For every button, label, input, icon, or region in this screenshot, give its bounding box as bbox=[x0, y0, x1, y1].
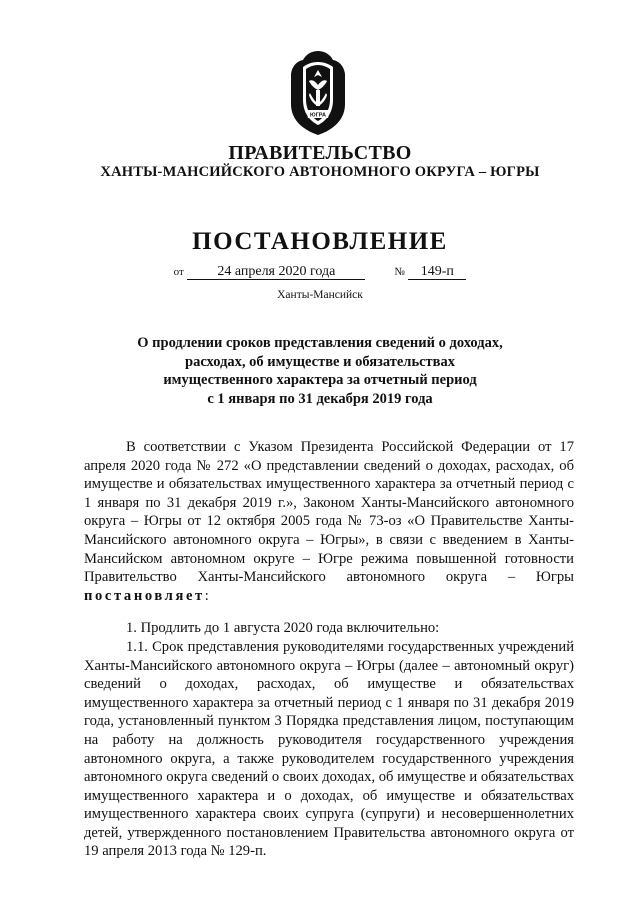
document-type: ПОСТАНОВЛЕНИЕ bbox=[192, 228, 448, 255]
resolves-keyword: постановляет bbox=[84, 587, 205, 604]
number-label: № bbox=[394, 266, 405, 278]
from-label: от bbox=[173, 266, 184, 278]
decree-date: 24 апреля 2020 года bbox=[187, 264, 365, 280]
title-line: О продлении сроков представления сведений о доходах, bbox=[137, 335, 503, 351]
date-number-line bbox=[0, 264, 640, 280]
region-heading: ХАНТЫ-МАНСИЙСКОГО АВТОНОМНОГО ОКРУГА – ЮГРЫ bbox=[100, 164, 540, 180]
preamble-end: : bbox=[204, 587, 209, 604]
title-line: имущественного характера за отчетный период bbox=[163, 372, 477, 388]
preamble-text: В соответствии с Указом Президента Российской Федерации от 17 апреля 2020 года № 272 «О представлении сведений о доходах, расходах, об имуществе и обязательствах имущественного характера за отчетный период с 1 января по 31 декабря 2019 г.», Законом Ханты-Мансийского автономного округа – Югры от 12 октября 2005 года № 73-оз «О Правительстве Ханты-Мансийского автономного округа – Югры», в связи с введением в Ханты-Мансийском автономном округе – Югре режима повышенной готовности Правительство Ханты-Мансийского автономного округа – Югры bbox=[84, 439, 574, 586]
preamble-paragraph bbox=[84, 438, 574, 605]
government-heading: ПРАВИТЕЛЬСТВО bbox=[228, 142, 412, 164]
decree-number: 149-п bbox=[408, 264, 466, 280]
title-line: с 1 января по 31 декабря 2019 года bbox=[207, 390, 433, 407]
item-1-1-paragraph: 1.1. Срок представления руководителями государственных учреждений Ханты-Мансийского автономного округа – Югры (далее – автономный округ) сведений о доходах, расходах, об имуществе и обязательствах имущественного характера за отчетный период с 1 января по 31 декабря 2019 года, установленный пунктом 3 Порядка представления лицом, поступающим на работу на должность руководителя государственного учреждения автономного округа, а также руководителем государственного учреждения автономного округа сведений о своих доходах, об имуществе и обязательствах имущественного характера и о доходах, об имуществе и обязательствах имущественного характера своих супруга (супруги) и несовершеннолетних детей, утвержденного постановлением Правительства автономного округа от 19 апреля 2013 года № 129-п. bbox=[84, 638, 574, 860]
title-line: расходах, об имуществе и обязательствах bbox=[185, 353, 455, 370]
emblem-text: ЮГРА bbox=[310, 112, 326, 119]
coat-of-arms-yugra-icon bbox=[283, 48, 353, 138]
city: Ханты-Мансийск bbox=[277, 289, 363, 301]
item-1-paragraph: 1. Продлить до 1 августа 2020 года включительно: bbox=[126, 620, 440, 637]
decree-title bbox=[120, 334, 520, 408]
document-body bbox=[84, 438, 574, 861]
